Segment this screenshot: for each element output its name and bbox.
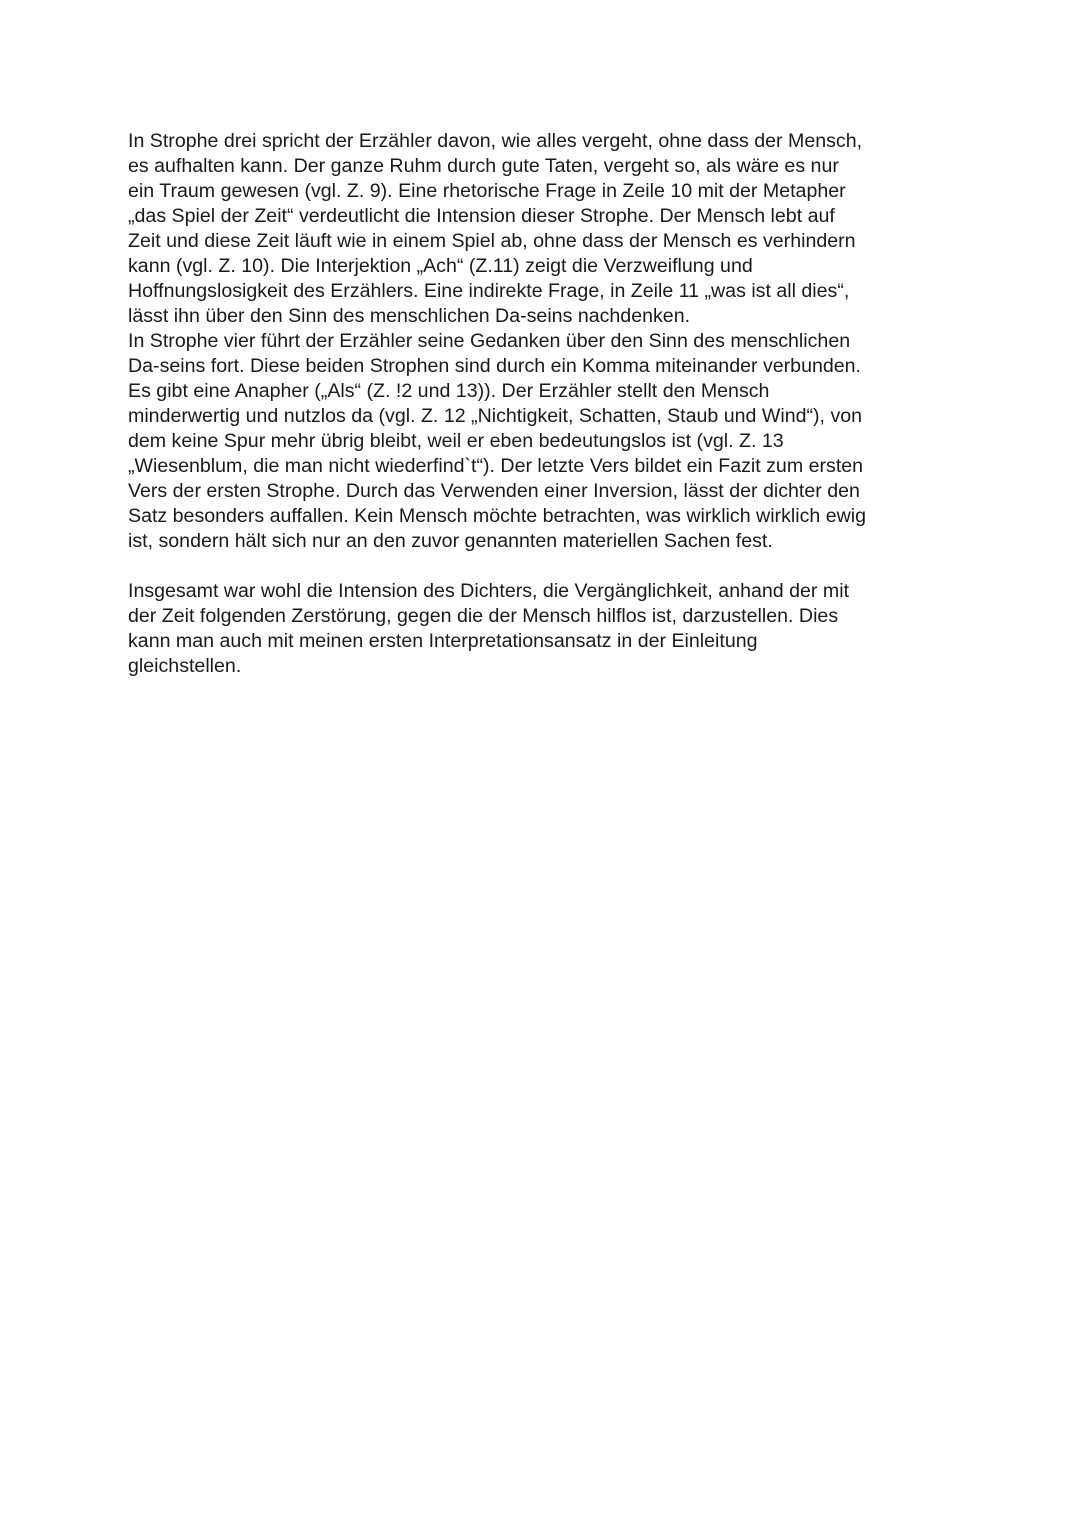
- text-line: lässt ihn über den Sinn des menschlichen Da-seins nachdenken.: [128, 305, 691, 327]
- text-line: ist, sondern hält sich nur an den zuvor genannten materiellen Sachen fest.: [128, 530, 773, 552]
- text-line: „das Spiel der Zeit“ verdeutlicht die Intension dieser Strophe. Der Mensch lebt auf: [128, 205, 835, 227]
- text-line: Vers der ersten Strophe. Durch das Verwenden einer Inversion, lässt der dichter den: [128, 480, 860, 502]
- text-line: kann (vgl. Z. 10). Die Interjektion „Ach“ (Z.11) zeigt die Verzweiflung und: [128, 255, 753, 277]
- text-line: In Strophe drei spricht der Erzähler davon, wie alles vergeht, ohne dass der Mensch,: [128, 130, 863, 152]
- text-line: „Wiesenblum, die man nicht wiederfind`t“). Der letzte Vers bildet ein Fazit zum ersten: [128, 455, 864, 477]
- document-body: [128, 129, 954, 679]
- text-line: ein Traum gewesen (vgl. Z. 9). Eine rhetorische Frage in Zeile 10 mit der Metapher: [128, 180, 846, 202]
- text-line: minderwertig und nutzlos da (vgl. Z. 12 „Nichtigkeit, Schatten, Staub und Wind“), von: [128, 405, 863, 427]
- text-line: In Strophe vier führt der Erzähler seine Gedanken über den Sinn des menschlichen: [128, 330, 851, 352]
- text-line: Hoffnungslosigkeit des Erzählers. Eine indirekte Frage, in Zeile 11 „was ist all dies“,: [128, 280, 850, 302]
- text-line: Es gibt eine Anapher („Als“ (Z. !2 und 13)). Der Erzähler stellt den Mensch: [128, 380, 770, 402]
- text-line: der Zeit folgenden Zerstörung, gegen die der Mensch hilflos ist, darzustellen. Dies: [128, 605, 839, 627]
- text-line: Satz besonders auffallen. Kein Mensch möchte betrachten, was wirklich wirklich ewig: [128, 505, 867, 527]
- text-line: dem keine Spur mehr übrig bleibt, weil er eben bedeutungslos ist (vgl. Z. 13: [128, 430, 784, 452]
- text-line: Da-seins fort. Diese beiden Strophen sind durch ein Komma miteinander verbunden.: [128, 355, 861, 377]
- text-line: gleichstellen.: [128, 655, 242, 677]
- paragraph-conclusion: [128, 579, 954, 679]
- text-line: Zeit und diese Zeit läuft wie in einem Spiel ab, ohne dass der Mensch es verhindern: [128, 230, 856, 252]
- text-line: kann man auch mit meinen ersten Interpretationsansatz in der Einleitung: [128, 630, 758, 652]
- paragraph-strophe-analysis: [128, 129, 954, 554]
- text-line: es aufhalten kann. Der ganze Ruhm durch gute Taten, vergeht so, als wäre es nur: [128, 155, 839, 177]
- paragraph-gap: [128, 554, 954, 579]
- text-line: Insgesamt war wohl die Intension des Dichters, die Vergänglichkeit, anhand der mit: [128, 580, 850, 602]
